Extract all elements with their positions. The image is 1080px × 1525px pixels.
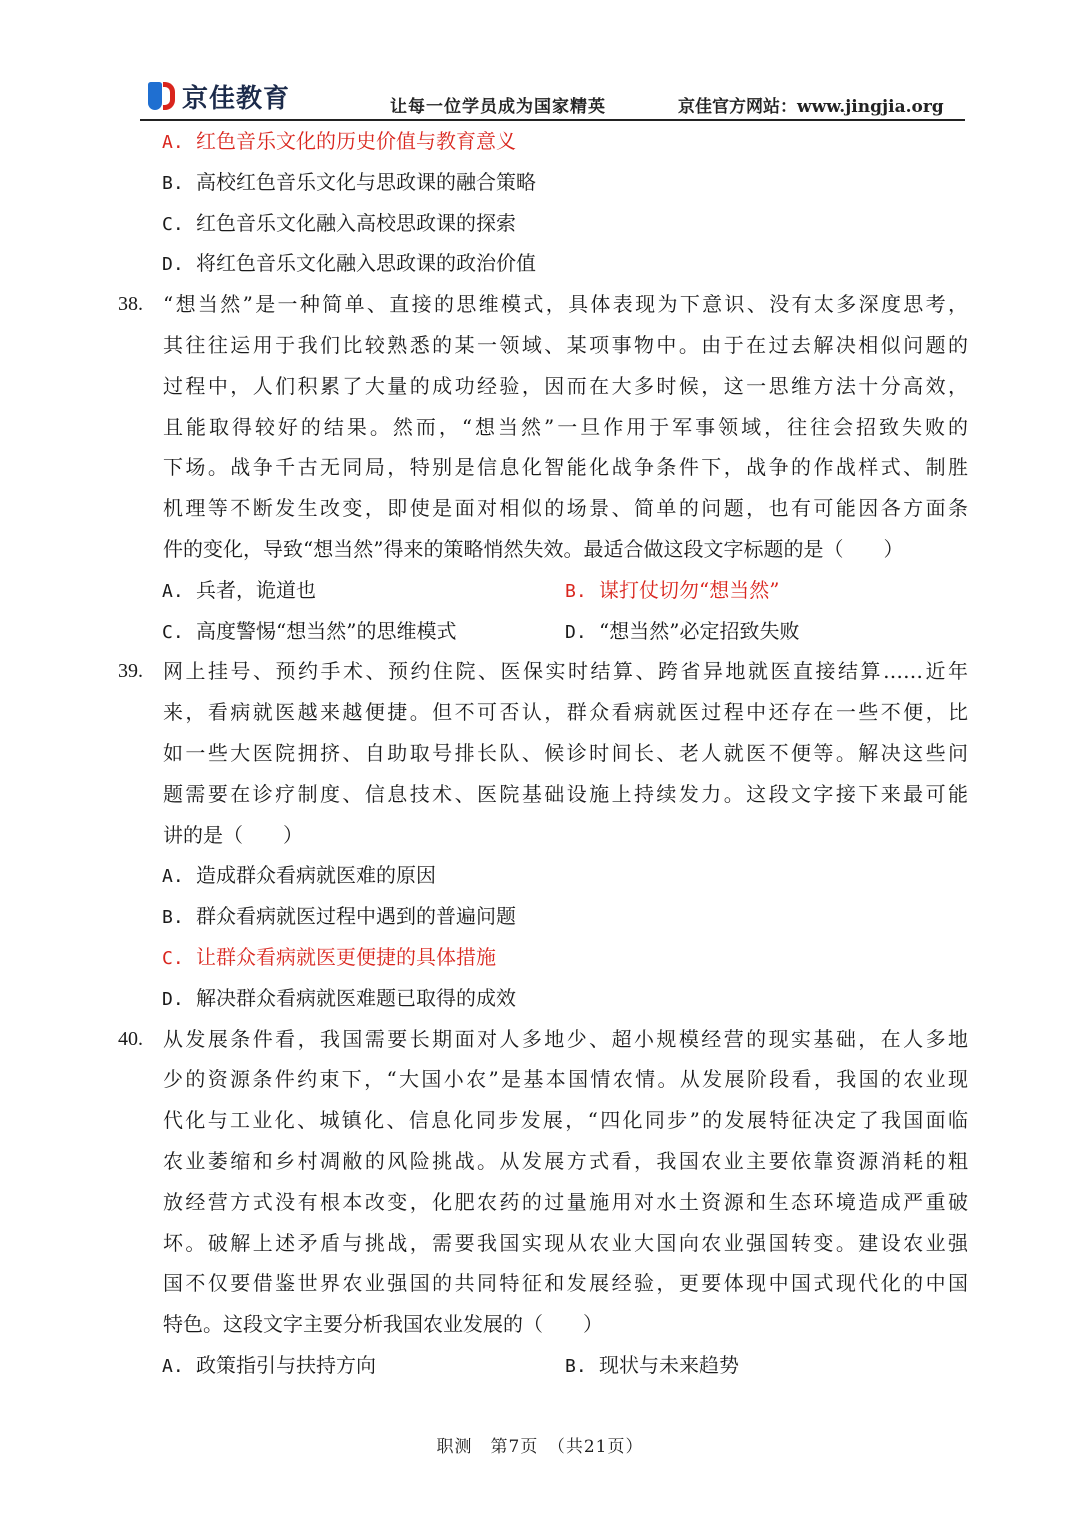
q37-option-a: A. 红色音乐文化的历史价值与教育意义	[162, 129, 516, 153]
logo-text: 京佳教育	[182, 83, 291, 114]
q40-stem-line: 国不仅要借鉴世界农业强国的共同特征和发展经验，更要体现中国式现代化的中国	[163, 1271, 968, 1296]
q40-stem-line: 特色。这段文字主要分析我国农业发展的（ ）	[163, 1312, 603, 1337]
q38-number: 38.	[118, 293, 143, 316]
page-header	[140, 72, 965, 120]
q38-option-d: D. “想当然”必定招致失败	[565, 618, 800, 643]
q37-option-c: C. 红色音乐文化融入高校思政课的探索	[162, 210, 516, 235]
q37-option-b: B. 高校红色音乐文化与思政课的融合策略	[162, 169, 536, 194]
q38-option-b: B. 谋打仗切勿“想当然”	[565, 577, 780, 602]
q38-option-a: A. 兵者，诡道也	[162, 577, 316, 602]
q40-stem-line: 少的资源条件约束下，“大国小农”是基本国情农情。从发展阶段看，我国的农业现	[163, 1067, 968, 1092]
q39-number: 39.	[118, 660, 143, 683]
q40-stem-line: 坏。破解上述矛盾与挑战，需要我国实现从农业大国向农业强国转变。建设农业强	[163, 1230, 968, 1255]
q40-number: 40.	[118, 1027, 143, 1050]
logo-mark-icon	[148, 80, 178, 112]
q38-stem-line: 且能取得较好的结果。然而，“想当然”一旦作用于军事领域，往往会招致失败的	[163, 414, 968, 439]
q39-stem-line: 如一些大医院拥挤、自助取号排长队、候诊时间长、老人就医不便等。解决这些问	[163, 740, 968, 765]
q40-stem-line: 农业萎缩和乡村凋敝的风险挑战。从发展方式看，我国农业主要依靠资源消耗的粗	[163, 1148, 968, 1173]
q39-stem-line: 39. 网上挂号、预约手术、预约住院、医保实时结算、跨省异地就医直接结算……近年	[118, 651, 968, 692]
q38-stem-line: 件的变化，导致“想当然”得来的策略悄然失效。最适合做这段文字标题的是（ ）	[163, 536, 904, 561]
q39-option-b: B. 群众看病就医过程中遇到的普遍问题	[162, 904, 516, 929]
q38-options-row	[118, 611, 968, 652]
q40-stem-line: 放经营方式没有根本改变，化肥农药的过量施用对水土资源和生态环境造成严重破	[163, 1189, 968, 1214]
q39-stem-line: 讲的是（ ）	[163, 822, 303, 847]
q38-stem-line: 下场。战争千古无同局，特别是信息化智能化战争条件下，战争的作战样式、制胜	[163, 455, 968, 480]
q39-stem-line: 来，看病就医越来越便捷。但不可否认，群众看病就医过程中还存在一些不便，比	[163, 700, 968, 725]
q38-stem-line: 机理等不断发生改变，即使是面对相似的场景、简单的问题，也有可能因各方面条	[163, 496, 968, 521]
q39-option-a: A. 造成群众看病就医难的原因	[162, 863, 436, 888]
q38-options-row	[118, 570, 968, 611]
q39-option-c: C. 让群众看病就医更便捷的具体措施	[162, 944, 496, 969]
header-slogan: 让每一位学员成为国家精英	[390, 97, 606, 117]
page-footer: 职测 第7页 （共21页）	[436, 1437, 644, 1457]
q40-stem-line: 40. 从发展条件看，我国需要长期面对人多地少、超小规模经营的现实基础，在人多地	[118, 1019, 968, 1060]
q38-stem-line: 38. “想当然”是一种简单、直接的思维模式，具体表现为下意识、没有太多深度思考，	[118, 284, 968, 325]
q39-stem-line: 题需要在诊疗制度、信息技术、医院基础设施上持续发力。这段文字接下来最可能	[163, 781, 968, 806]
q40-options-row	[118, 1345, 968, 1386]
q37-option-d: D. 将红色音乐文化融入思政课的政治价值	[162, 251, 536, 276]
question-content	[118, 121, 968, 1386]
q40-stem-line: 代化与工业化、城镇化、信息化同步发展，“四化同步”的发展特征决定了我国面临	[163, 1108, 968, 1133]
header-website: 京佳官方网站：www.jingjia.org	[678, 97, 944, 117]
q40-option-a: A. 政策指引与扶持方向	[162, 1352, 376, 1377]
q39-option-d: D. 解决群众看病就医难题已取得的成效	[162, 985, 516, 1010]
q40-option-b: B. 现状与未来趋势	[565, 1352, 739, 1377]
q38-stem-line: 其往往运用于我们比较熟悉的某一领域、某项事物中。由于在过去解决相似问题的	[163, 332, 968, 357]
jingjia-logo	[148, 76, 290, 116]
q38-stem-line: 过程中，人们积累了大量的成功经验，因而在大多时候，这一思维方法十分高效，	[163, 373, 968, 398]
q38-option-c: C. 高度警惕“想当然”的思维模式	[162, 618, 457, 643]
